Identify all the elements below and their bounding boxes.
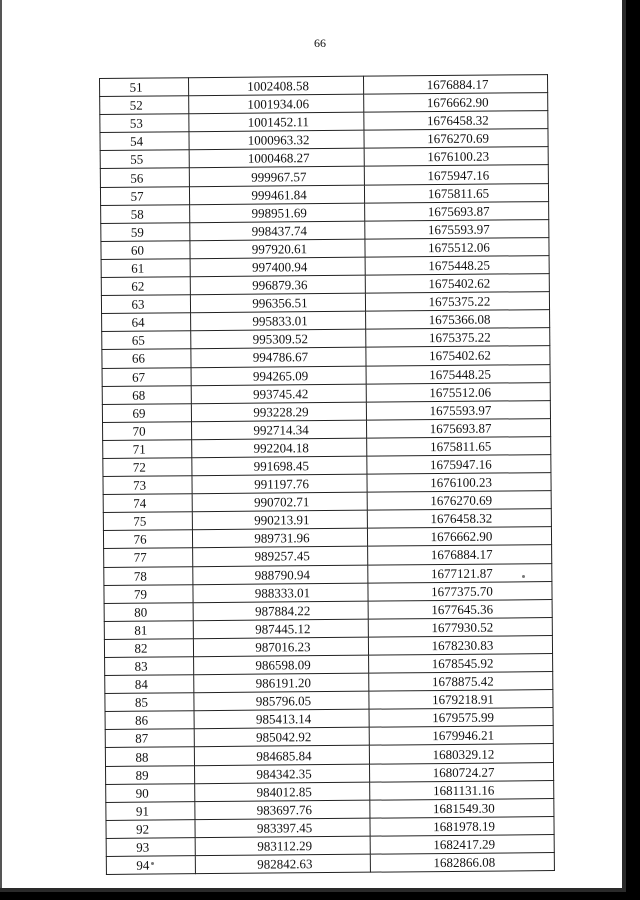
y-coordinate-cell: 1675593.97 (365, 219, 549, 239)
y-coordinate-cell: 1675448.25 (366, 364, 550, 384)
point-number-cell: 85 (105, 693, 194, 712)
x-coordinate-cell: 986598.09 (194, 655, 369, 675)
x-coordinate-cell: 991698.45 (192, 456, 367, 476)
y-coordinate-cell: 1681131.16 (370, 780, 554, 800)
point-number-cell: 74 (103, 494, 192, 513)
y-coordinate-cell: 1675693.87 (365, 201, 549, 221)
point-number-cell: 67 (102, 367, 191, 386)
y-coordinate-cell: 1675512.06 (366, 382, 550, 402)
y-coordinate-cell: 1677645.36 (368, 599, 552, 619)
point-number-cell: 65 (102, 331, 191, 350)
y-coordinate-cell: 1676884.17 (363, 75, 547, 95)
x-coordinate-cell: 995833.01 (191, 311, 366, 331)
x-coordinate-cell: 984342.35 (195, 764, 370, 784)
scan-speck (522, 575, 525, 578)
x-coordinate-cell: 996356.51 (190, 293, 365, 313)
point-number-cell: 53 (100, 114, 189, 133)
x-coordinate-cell: 982842.63 (195, 854, 370, 874)
point-number-cell: 52 (100, 96, 189, 115)
y-coordinate-cell: 1676270.69 (364, 129, 548, 149)
point-number-cell: 79 (104, 584, 193, 603)
y-coordinate-cell: 1675811.65 (367, 436, 551, 456)
scan-speck (151, 862, 154, 865)
y-coordinate-cell: 1675693.87 (366, 418, 550, 438)
coordinate-table (99, 74, 555, 875)
x-coordinate-cell: 990213.91 (192, 510, 367, 530)
point-number-cell: 93 (106, 838, 195, 857)
point-number-cell: 88 (105, 747, 194, 766)
y-coordinate-cell: 1675811.65 (364, 183, 548, 203)
x-coordinate-cell: 1001934.06 (189, 94, 364, 114)
y-coordinate-cell: 1679946.21 (369, 726, 553, 746)
y-coordinate-cell: 1678875.42 (369, 672, 553, 692)
y-coordinate-cell: 1678230.83 (368, 635, 552, 655)
point-number-cell: 82 (104, 639, 193, 658)
x-coordinate-cell: 985042.92 (194, 728, 369, 748)
x-coordinate-cell: 991197.76 (192, 474, 367, 494)
x-coordinate-cell: 993228.29 (191, 402, 366, 422)
x-coordinate-cell: 988333.01 (193, 583, 368, 603)
y-coordinate-cell: 1680329.12 (369, 744, 553, 764)
point-number-cell: 72 (103, 458, 192, 477)
x-coordinate-cell: 984012.85 (195, 782, 370, 802)
x-coordinate-cell: 994786.67 (191, 348, 366, 368)
point-number-cell: 57 (100, 186, 189, 205)
point-number-cell: 78 (104, 566, 193, 585)
y-coordinate-cell: 1675593.97 (366, 400, 550, 420)
x-coordinate-cell: 992714.34 (192, 420, 367, 440)
y-coordinate-cell: 1680724.27 (369, 762, 553, 782)
x-coordinate-cell: 990702.71 (192, 492, 367, 512)
x-coordinate-cell: 989731.96 (192, 529, 367, 549)
y-coordinate-cell: 1675448.25 (365, 256, 549, 276)
y-coordinate-cell: 1675375.22 (365, 292, 549, 312)
point-number-cell: 87 (105, 729, 194, 748)
point-number-cell: 66 (102, 349, 191, 368)
point-number-cell: 92 (106, 820, 195, 839)
table-row (106, 853, 554, 875)
point-number-cell: 60 (101, 241, 190, 260)
point-number-cell: 76 (103, 530, 192, 549)
y-coordinate-cell: 1679218.91 (369, 690, 553, 710)
point-number-cell: 68 (102, 385, 191, 404)
point-number-cell: 51 (100, 78, 189, 97)
point-number-cell: 63 (101, 295, 190, 314)
y-coordinate-cell: 1675947.16 (364, 165, 548, 185)
point-number-cell: 73 (103, 476, 192, 495)
y-coordinate-cell: 1676458.32 (367, 509, 551, 529)
x-coordinate-cell: 992204.18 (192, 438, 367, 458)
y-coordinate-cell: 1677930.52 (368, 617, 552, 637)
point-number-cell: 64 (102, 313, 191, 332)
point-number-cell: 80 (104, 602, 193, 621)
y-coordinate-cell: 1681978.19 (370, 816, 554, 836)
x-coordinate-cell: 998951.69 (190, 203, 365, 223)
x-coordinate-cell: 997400.94 (190, 257, 365, 277)
point-number-cell: 54 (100, 132, 189, 151)
x-coordinate-cell: 993745.42 (191, 384, 366, 404)
x-coordinate-cell: 1000963.32 (189, 130, 364, 150)
x-coordinate-cell: 987016.23 (193, 637, 368, 657)
x-coordinate-cell: 985796.05 (194, 691, 369, 711)
x-coordinate-cell: 999461.84 (189, 185, 364, 205)
x-coordinate-cell: 996879.36 (190, 275, 365, 295)
point-number-cell: 84 (105, 675, 194, 694)
x-coordinate-cell: 1000468.27 (189, 149, 364, 169)
y-coordinate-cell: 1676884.17 (368, 545, 552, 565)
y-coordinate-cell: 1681549.30 (370, 798, 554, 818)
point-number-cell: 55 (100, 150, 189, 169)
point-number-cell: 62 (101, 277, 190, 296)
x-coordinate-cell: 997920.61 (190, 239, 365, 259)
point-number-cell: 59 (101, 222, 190, 241)
point-number-cell: 71 (103, 440, 192, 459)
y-coordinate-cell: 1675402.62 (365, 274, 549, 294)
x-coordinate-cell: 995309.52 (191, 329, 366, 349)
y-coordinate-cell: 1677121.87 (368, 563, 552, 583)
page-number: 66 (314, 36, 326, 50)
y-coordinate-cell: 1676100.23 (364, 147, 548, 167)
x-coordinate-cell: 984685.84 (194, 746, 369, 766)
point-number-cell: 83 (105, 657, 194, 676)
point-number-cell: 61 (101, 259, 190, 278)
point-number-cell: 56 (100, 168, 189, 187)
x-coordinate-cell: 1001452.11 (189, 112, 364, 132)
point-number-cell: 58 (101, 204, 190, 223)
point-number-cell: 77 (104, 548, 193, 567)
y-coordinate-cell: 1676100.23 (367, 473, 551, 493)
x-coordinate-cell: 998437.74 (190, 221, 365, 241)
point-number-cell: 89 (106, 765, 195, 784)
page-edge-shadow (0, 0, 2, 888)
point-number-cell: 70 (103, 421, 192, 440)
coordinate-table-container (99, 74, 554, 875)
y-coordinate-cell: 1675947.16 (367, 455, 551, 475)
x-coordinate-cell: 989257.45 (193, 547, 368, 567)
point-number-cell: 94 (106, 856, 195, 875)
y-coordinate-cell: 1676270.69 (367, 491, 551, 511)
y-coordinate-cell: 1677375.70 (368, 581, 552, 601)
x-coordinate-cell: 983397.45 (195, 818, 370, 838)
coordinate-table-body (100, 75, 555, 875)
x-coordinate-cell: 983697.76 (195, 800, 370, 820)
point-number-cell: 75 (103, 512, 192, 531)
x-coordinate-cell: 987445.12 (193, 619, 368, 639)
x-coordinate-cell: 987884.22 (193, 601, 368, 621)
x-coordinate-cell: 994265.09 (191, 366, 366, 386)
y-coordinate-cell: 1682866.08 (370, 853, 554, 873)
x-coordinate-cell: 988790.94 (193, 565, 368, 585)
x-coordinate-cell: 983112.29 (195, 836, 370, 856)
y-coordinate-cell: 1678545.92 (369, 654, 553, 674)
x-coordinate-cell: 985413.14 (194, 709, 369, 729)
x-coordinate-cell: 986191.20 (194, 673, 369, 693)
y-coordinate-cell: 1675375.22 (366, 328, 550, 348)
y-coordinate-cell: 1682417.29 (370, 834, 554, 854)
y-coordinate-cell: 1679575.99 (369, 708, 553, 728)
y-coordinate-cell: 1675512.06 (365, 237, 549, 257)
point-number-cell: 86 (105, 711, 194, 730)
point-number-cell: 69 (102, 403, 191, 422)
x-coordinate-cell: 999967.57 (189, 167, 364, 187)
x-coordinate-cell: 1002408.58 (189, 76, 364, 96)
point-number-cell: 90 (106, 783, 195, 802)
point-number-cell: 91 (106, 801, 195, 820)
y-coordinate-cell: 1675366.08 (366, 310, 550, 330)
y-coordinate-cell: 1676662.90 (367, 527, 551, 547)
point-number-cell: 81 (104, 621, 193, 640)
y-coordinate-cell: 1676458.32 (364, 111, 548, 131)
y-coordinate-cell: 1676662.90 (364, 93, 548, 113)
y-coordinate-cell: 1675402.62 (366, 346, 550, 366)
